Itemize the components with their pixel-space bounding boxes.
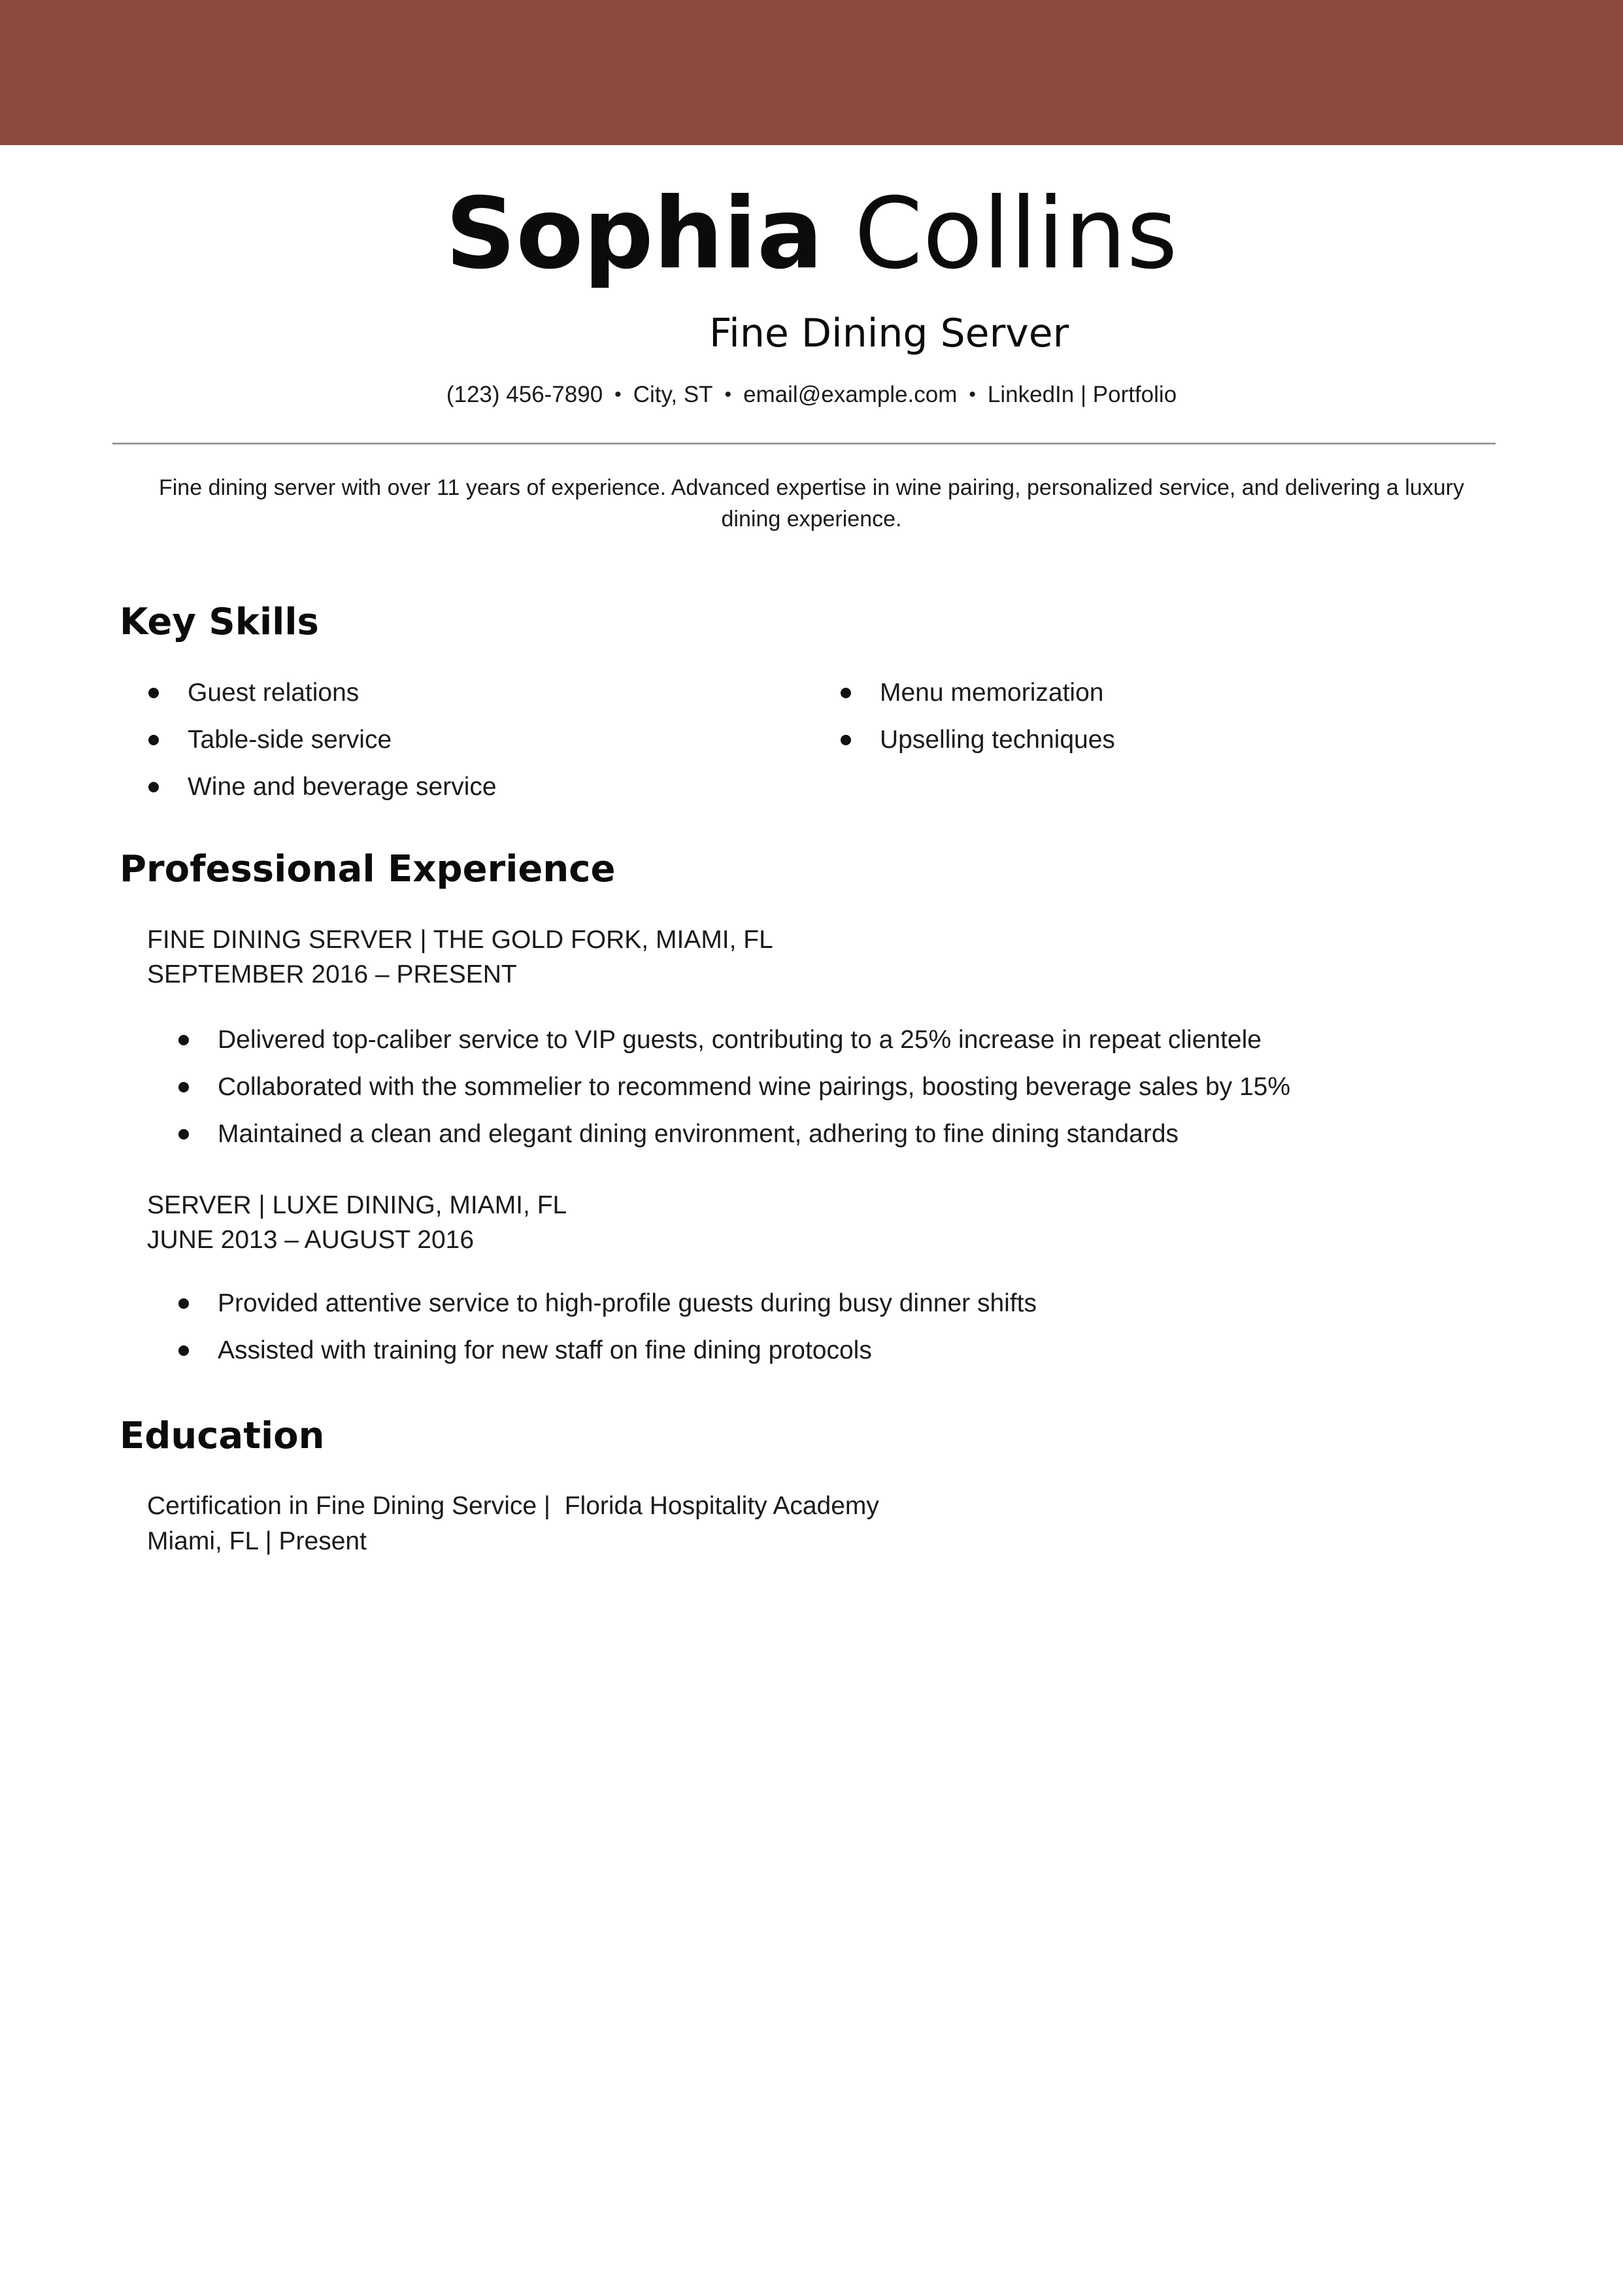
bullet-icon bbox=[178, 1129, 189, 1140]
separator-dot-icon: • bbox=[724, 384, 732, 405]
section-heading-skills: Key Skills bbox=[120, 601, 319, 643]
first-name: Sophia bbox=[445, 177, 824, 291]
bullet-icon bbox=[841, 735, 851, 745]
list-item bbox=[147, 1280, 1037, 1327]
skill-item bbox=[812, 717, 1115, 764]
skills-list-right bbox=[812, 669, 1115, 764]
bullet-icon bbox=[841, 688, 851, 698]
last-name: Collins bbox=[854, 177, 1178, 291]
bullet-icon bbox=[178, 1035, 189, 1045]
list-item bbox=[147, 1327, 1037, 1374]
bullet-icon bbox=[178, 1082, 189, 1092]
job-dates: SEPTEMBER 2016 – PRESENT bbox=[147, 960, 517, 988]
job-role-line: SERVER | LUXE DINING, MIAMI, FL bbox=[147, 1191, 567, 1219]
separator-dot-icon: • bbox=[969, 384, 976, 405]
education-location-date: Miami, FL | Present bbox=[147, 1527, 367, 1555]
job-title: Fine Dining Server bbox=[709, 311, 1069, 356]
skill-label: Table-side service bbox=[188, 726, 392, 754]
skill-item bbox=[120, 669, 497, 717]
skill-item bbox=[120, 717, 497, 764]
header-divider bbox=[112, 443, 1496, 445]
skill-item bbox=[120, 764, 497, 811]
contact-line bbox=[0, 379, 1623, 411]
bullet-text: Maintained a clean and elegant dining environment, adhering to fine dining standards bbox=[218, 1120, 1179, 1148]
section-heading-experience: Professional Experience bbox=[120, 848, 616, 890]
contact-phone: (123) 456-7890 bbox=[446, 382, 603, 407]
bullet-icon bbox=[148, 688, 159, 698]
skill-label: Upselling techniques bbox=[880, 726, 1115, 754]
job-dates: JUNE 2013 – AUGUST 2016 bbox=[147, 1226, 475, 1254]
skill-label: Wine and beverage service bbox=[188, 773, 497, 801]
list-item bbox=[147, 1111, 1290, 1158]
contact-email[interactable]: email@example.com bbox=[743, 382, 958, 407]
bullet-icon bbox=[148, 782, 159, 792]
skill-label: Menu memorization bbox=[880, 679, 1104, 707]
section-heading-education: Education bbox=[120, 1415, 325, 1457]
bullet-text: Delivered top-caliber service to VIP guests, contributing to a 25% increase in repeat clientele bbox=[218, 1026, 1262, 1054]
job-bullets bbox=[147, 1017, 1290, 1158]
candidate-name bbox=[0, 175, 1623, 293]
contact-location: City, ST bbox=[633, 382, 713, 407]
bullet-text: Collaborated with the sommelier to recommend wine pairings, boosting beverage sales by 15% bbox=[218, 1073, 1291, 1101]
list-item bbox=[147, 1064, 1290, 1111]
header-color-band bbox=[0, 0, 1623, 145]
skill-item bbox=[812, 669, 1115, 717]
skills-list-left bbox=[120, 669, 497, 811]
separator-dot-icon: • bbox=[614, 384, 622, 405]
job-bullets bbox=[147, 1280, 1037, 1374]
education-credential: Certification in Fine Dining Service | Florida Hospitality Academy bbox=[147, 1492, 879, 1520]
bullet-icon bbox=[178, 1298, 189, 1309]
bullet-text: Assisted with training for new staff on fine dining protocols bbox=[218, 1336, 872, 1364]
bullet-icon bbox=[148, 735, 159, 745]
bullet-text: Provided attentive service to high-profile guests during busy dinner shifts bbox=[218, 1289, 1037, 1317]
list-item bbox=[147, 1017, 1290, 1064]
job-role-line: FINE DINING SERVER | THE GOLD FORK, MIAMI, FL bbox=[147, 926, 773, 954]
contact-links[interactable]: LinkedIn | Portfolio bbox=[987, 382, 1177, 407]
professional-summary: Fine dining server with over 11 years of experience. Advanced expertise in wine pairing, personalized service, and delivering a luxury dining experience. bbox=[158, 475, 1464, 532]
skill-label: Guest relations bbox=[188, 679, 360, 707]
bullet-icon bbox=[178, 1345, 189, 1356]
